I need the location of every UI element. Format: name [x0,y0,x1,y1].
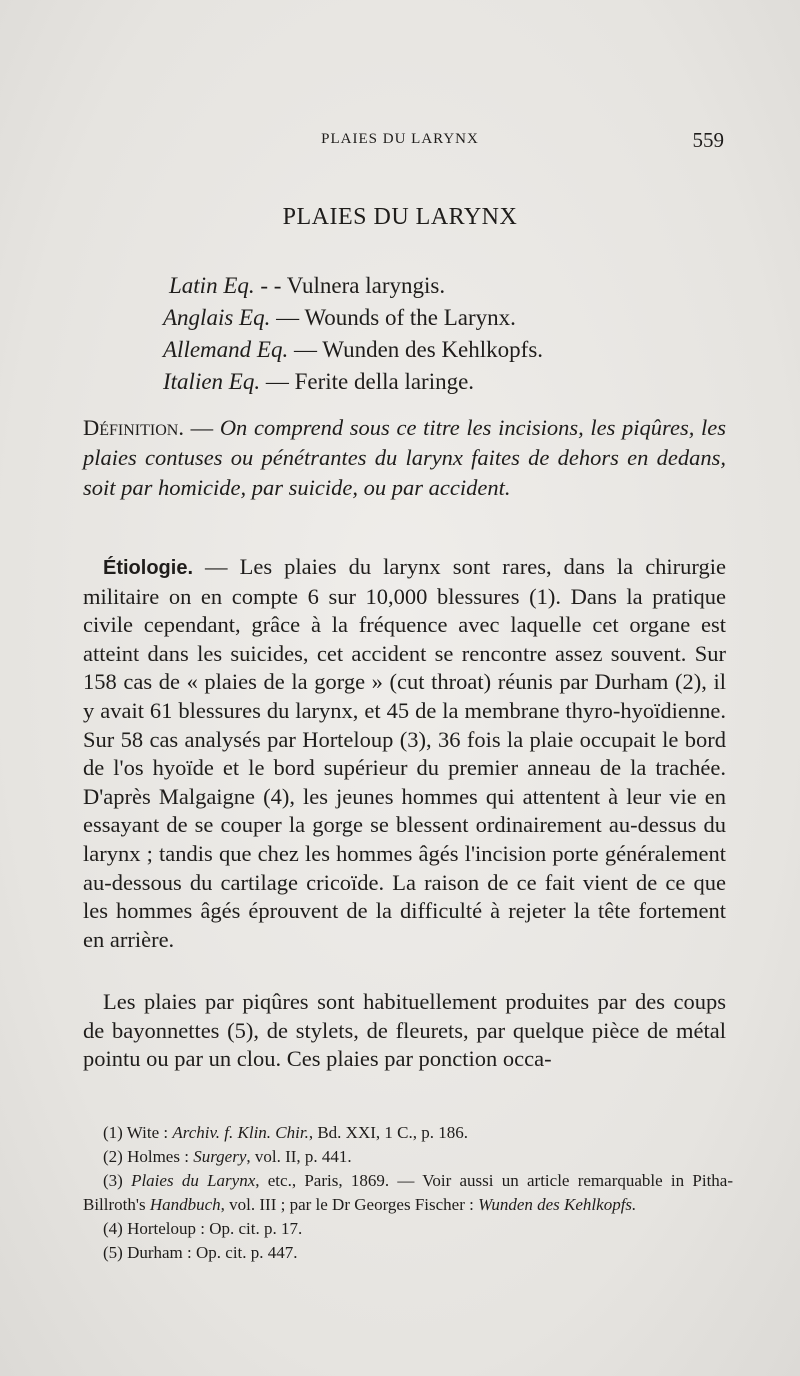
equivalent-term: Vulnera laryngis. [286,273,446,298]
equivalent-allemand [163,336,543,364]
equivalent-term: Wunden des Kehlkopfs. [322,337,544,362]
equivalent-term: Ferite della laringe. [294,369,475,394]
footnote-text: , vol. II, p. 441. [246,1147,352,1166]
definition-text: On comprend sous ce titre les incisions, les piqûres, les plaies contuses ou pénétrantes du larynx faites de dehors en dedans, soit par homicide, par suicide, ou par accident. [83,415,726,501]
footnote-text: (1) Wite : [103,1123,173,1142]
equivalent-sep: - - [254,273,287,298]
footnote-2 [83,1145,733,1169]
definition-dash: — [183,415,220,440]
footnote-source-title: Handbuch [149,1195,221,1214]
etiologie-paragraph [83,553,726,954]
footnote-4 [83,1217,733,1241]
piqures-paragraph: Les plaies par piqûres sont habituellement produites par des coups de bayonnettes (5), de stylets, de fleurets, par quelque pièce de métal pointu ou par un clou. Ces plaies par ponction occa- [83,989,726,1072]
definition-label: Définition. [83,415,184,440]
equivalent-sep: — [270,305,305,330]
footnote-text: (5) Durham : Op. cit. p. 447. [103,1243,298,1262]
definition-paragraph [83,413,726,504]
footnote-source-title: Surgery [193,1147,247,1166]
footnote-source-title: Plaies du Larynx [131,1171,256,1190]
footnote-3 [83,1169,733,1217]
equivalent-lang: Latin Eq. [169,273,255,298]
equivalent-lang: Allemand Eq. [163,337,289,362]
etiologie-heading: Étiologie. [103,557,193,579]
chapter-title: PLAIES DU LARYNX [282,204,518,230]
footnotes [83,1121,733,1265]
footnote-5 [83,1241,733,1265]
equivalent-sep: — [288,337,323,362]
equivalent-lang: Anglais Eq. [163,305,271,330]
equivalent-italien [163,368,474,396]
equivalent-latin [169,272,445,300]
equivalent-lang: Italien Eq. [163,369,261,394]
running-head [0,128,800,155]
footnote-1 [83,1121,733,1145]
equivalent-sep: — [260,369,295,394]
footnote-text: (2) Holmes : [103,1147,194,1166]
etiologie-dash: — [193,554,240,579]
footnote-source-title: Wunden des Kehlkopfs. [478,1195,637,1214]
footnote-text: (3) [103,1171,132,1190]
footnote-text: , vol. III ; par le Dr Georges Fischer : [220,1195,479,1214]
equivalent-term: Wounds of the Larynx. [304,305,516,330]
running-head-title: PLAIES DU LARYNX [321,131,479,147]
equivalent-anglais [163,304,516,332]
footnote-text: , etc., Paris, 1869. — Voir aussi un article remarquable in Pitha-Billroth's [83,1171,733,1214]
footnote-source-title: Archiv. f. Klin. Chir. [172,1123,309,1142]
footnote-text: (4) Horteloup : Op. cit. p. 17. [103,1219,303,1238]
footnote-text: , Bd. XXI, 1 C., p. 186. [308,1123,468,1142]
page-number: 559 [692,128,724,152]
etiologie-text: Les plaies du larynx sont rares, dans la chirurgie militaire on en compte 6 sur 10,000 blessures (1). Dans la pratique civile cependant, grâce à la fréquence avec laquelle cet organe est atteint dans les suicides, cet accident se rencontre assez souvent. Sur 158 cas de « plaies de la gorge » (cut throat) réunis par Durham (2), il y avait 61 blessures du larynx, et 45 de la membrane thyro-hyoïdienne. Sur 58 cas analysés par Horteloup (3), 36 fois la plaie occupait le bord de l'os hyoïde et le bord supérieur du premier anneau de la trachée. D'après Malgaigne (4), les jeunes hommes qui attentent à leur vie en essayant de se couper la gorge se blessent ordinairement au-dessus du larynx ; tandis que chez les hommes âgés l'incision porte généralement au-dessous du cartilage cricoïde. La raison de ce fait vient de ce que les hommes âgés éprouvent de la difficulté à rejeter la tête fortement en arrière. [83,554,726,952]
